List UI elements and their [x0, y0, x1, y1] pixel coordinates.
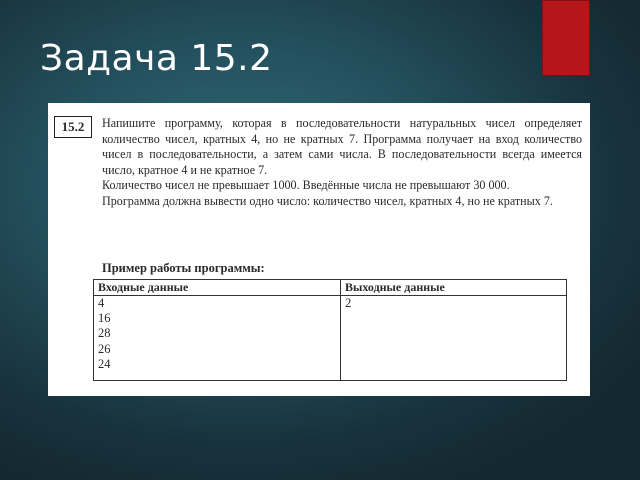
input-line: 26: [98, 341, 111, 356]
task-paragraph: Количество чисел не превышает 1000. Введённые числа не превышают 30 000.: [102, 178, 510, 193]
output-column-header: Выходные данные: [341, 280, 567, 296]
slide-title: Задача 15.2: [40, 38, 273, 79]
input-line: 16: [98, 311, 111, 326]
example-io-table: [93, 279, 567, 381]
output-data-cell: 2: [341, 296, 567, 381]
task-paragraph: Напишите программу, которая в последовательности натуральных чисел определяет количество чисел, кратных 4, но не кратных 7. Программа получает на вход количество чисел в последовательности, а затем сами числа. В последовательности всегда имеется число, кратное 4 и не кратное 7.: [102, 116, 582, 177]
input-line: 28: [98, 326, 111, 341]
input-data-cell: [94, 296, 341, 381]
task-document: [48, 103, 590, 396]
task-number-box: 15.2: [54, 116, 92, 138]
task-paragraph: Программа должна вывести одно число: количество чисел, кратных 4, но не кратных 7.: [102, 193, 553, 208]
task-statement: [102, 116, 582, 210]
red-accent-bar: [542, 0, 590, 76]
table-header-row: [94, 280, 567, 296]
input-line: 4: [98, 296, 105, 310]
input-line: 24: [98, 356, 111, 371]
table-row: [94, 296, 567, 381]
example-title: Пример работы программы:: [102, 261, 265, 275]
input-column-header: Входные данные: [94, 280, 341, 296]
